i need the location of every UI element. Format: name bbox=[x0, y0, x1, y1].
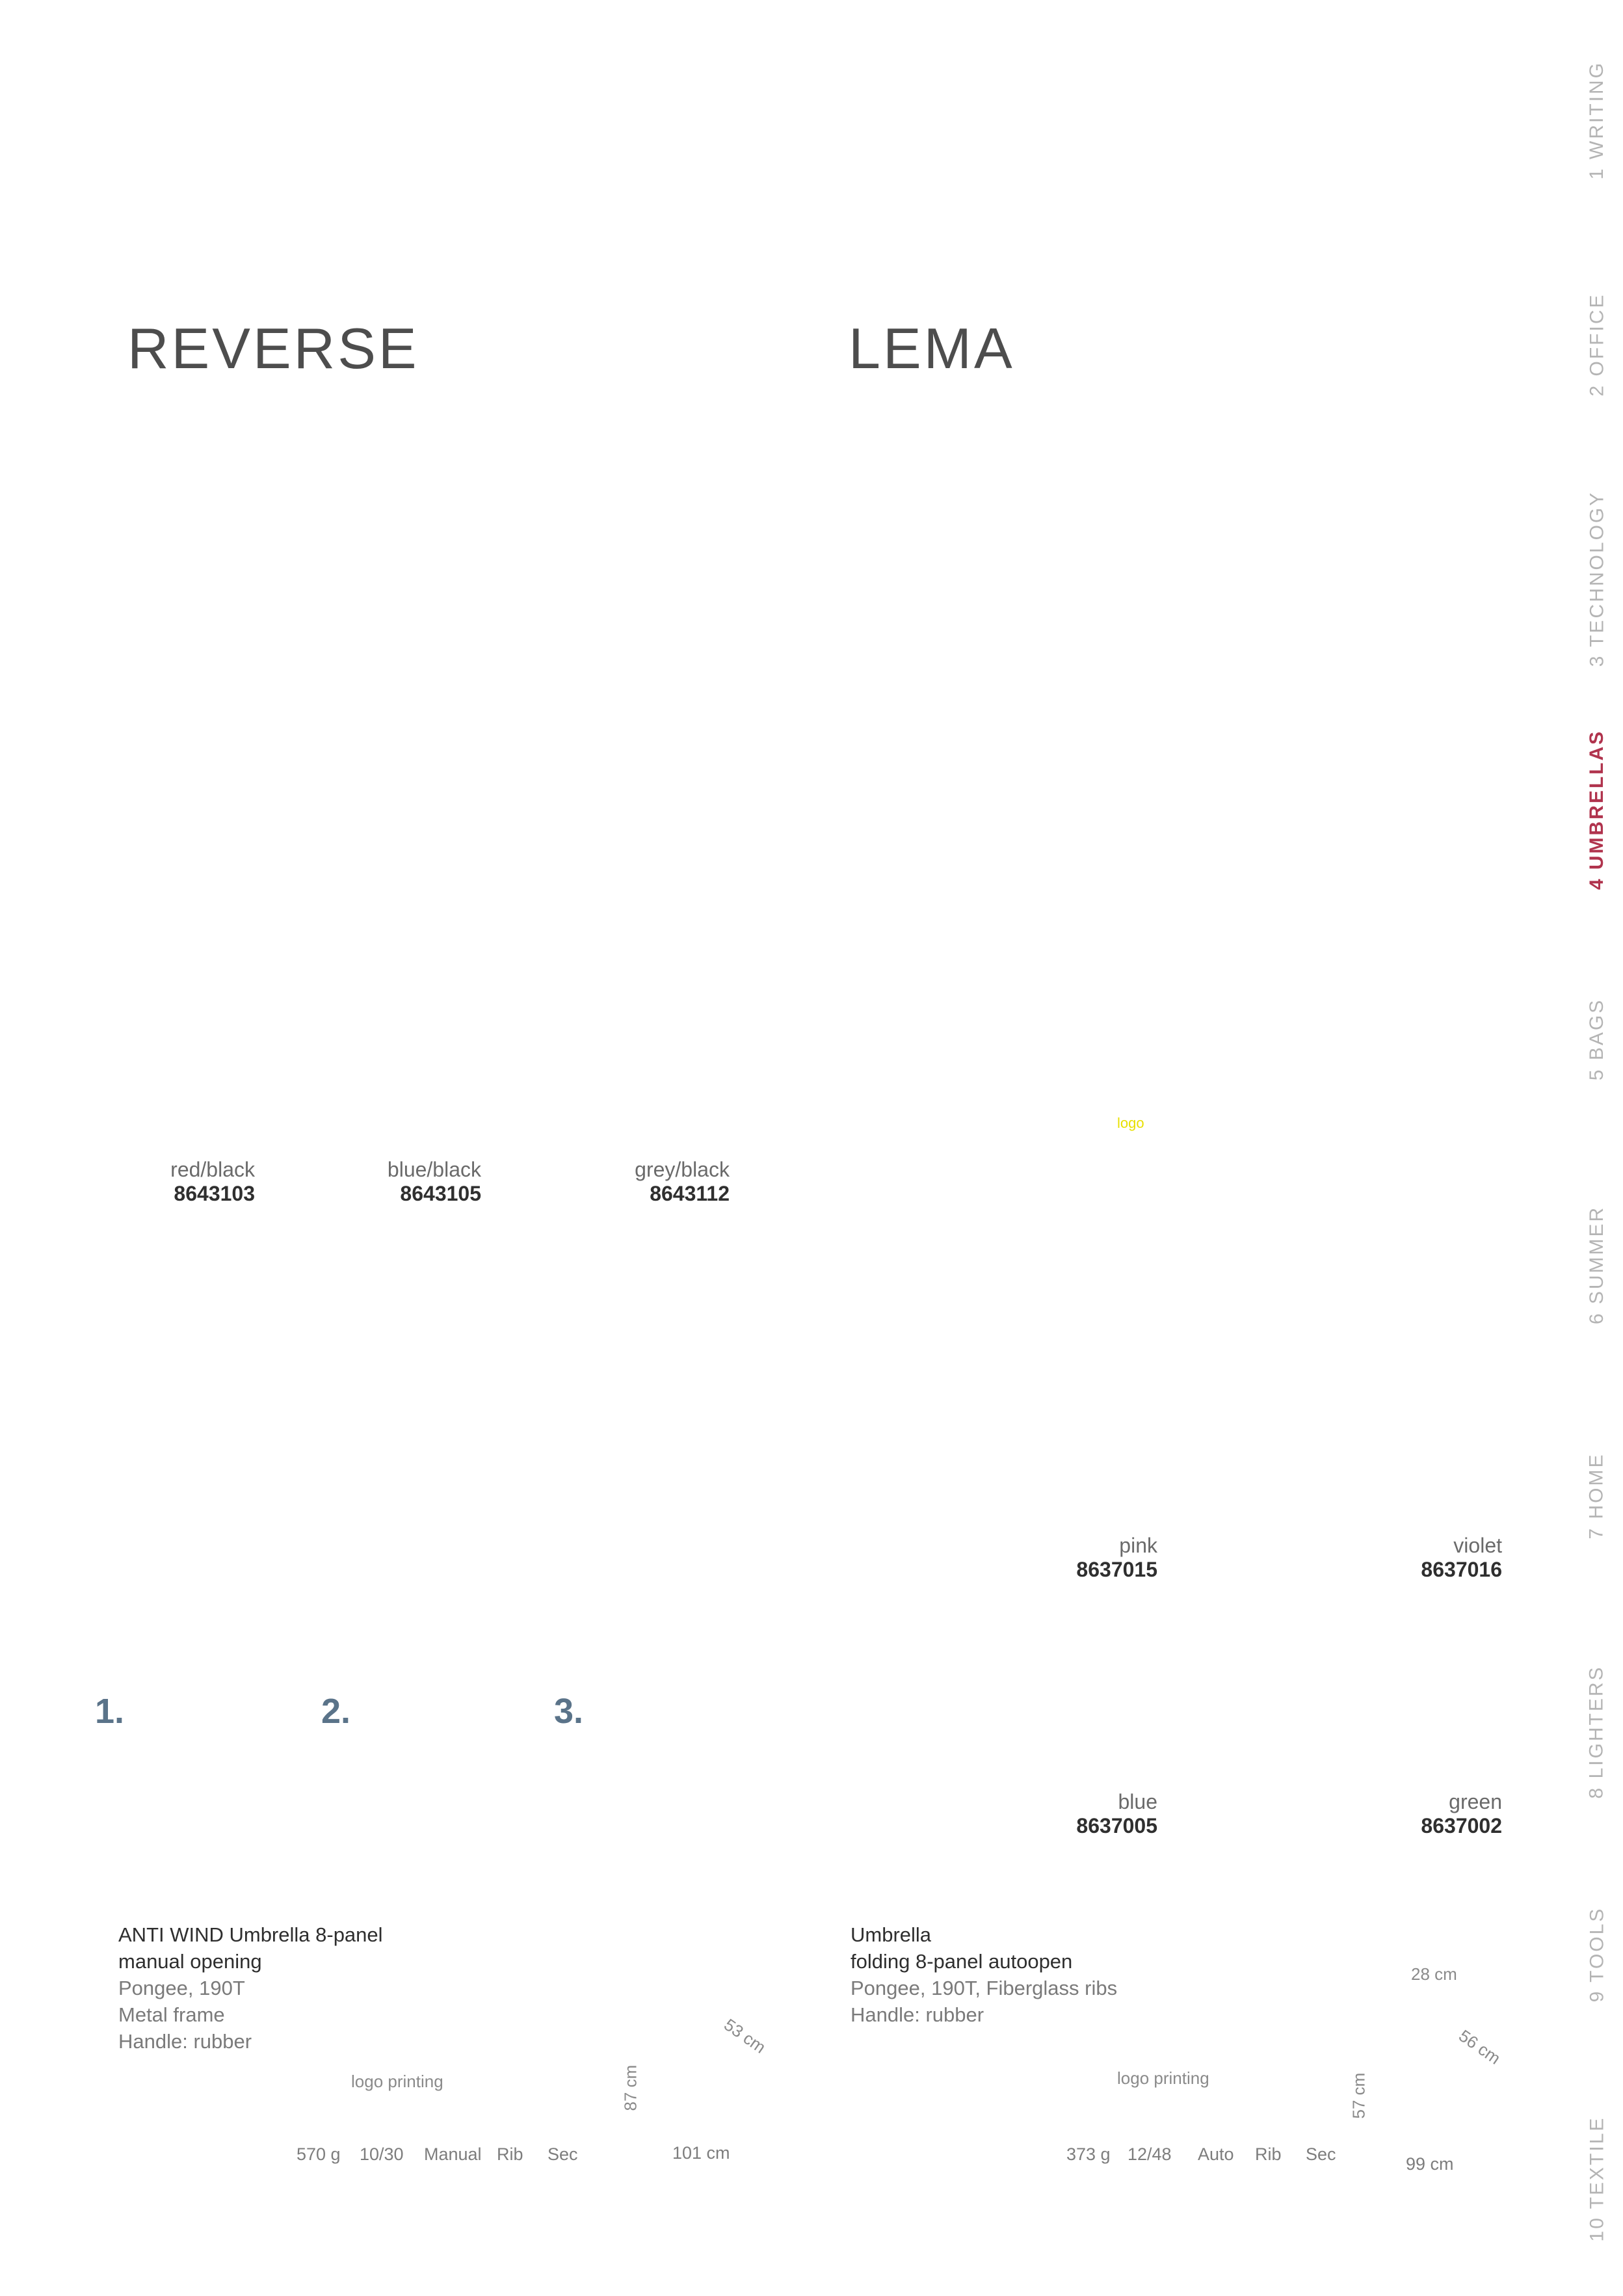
variant-code: 8643103 bbox=[174, 1182, 255, 1205]
desc-line: folding 8-panel autoopen bbox=[851, 1950, 1073, 1973]
desc-line: Metal frame bbox=[118, 2003, 225, 2026]
reverse-title: REVERSE bbox=[127, 316, 419, 380]
variant-code: 8637015 bbox=[1076, 1558, 1157, 1581]
nav-item-home[interactable] bbox=[1584, 1431, 1610, 1561]
desc-line: Umbrella bbox=[851, 1923, 932, 1946]
nav-item-label: 4 UMBRELLAS bbox=[1586, 729, 1607, 890]
variant-color: blue/black bbox=[387, 1158, 481, 1181]
variant-code: 8643105 bbox=[400, 1182, 481, 1205]
variant-blue bbox=[1053, 1790, 1157, 1838]
lema-spec-pack: 12/48 bbox=[1128, 2144, 1172, 2164]
reverse-spec-opening: Manual bbox=[424, 2144, 482, 2164]
variant-code: 8643112 bbox=[650, 1182, 730, 1205]
nav-item-textile[interactable] bbox=[1584, 2101, 1610, 2257]
variant-code: 8637016 bbox=[1421, 1558, 1502, 1581]
desc-line: Pongee, 190T bbox=[118, 1977, 245, 1999]
nav-item-label: 6 SUMMER bbox=[1586, 1205, 1608, 1325]
lema-dim-top: 28 cm bbox=[1411, 1964, 1457, 1984]
lema-title: LEMA bbox=[849, 316, 1015, 380]
reverse-dim-height: 87 cm bbox=[620, 2064, 640, 2111]
nav-item-office[interactable] bbox=[1584, 280, 1610, 410]
variant-color: green bbox=[1449, 1790, 1502, 1813]
variant-violet bbox=[1398, 1534, 1502, 1582]
reverse-description bbox=[118, 1921, 383, 2055]
variant-green bbox=[1398, 1790, 1502, 1838]
nav-item-summer[interactable] bbox=[1584, 1190, 1610, 1340]
reverse-spec-pack: 10/30 bbox=[360, 2144, 404, 2164]
lema-spec-rib: Rib bbox=[1255, 2144, 1282, 2164]
lema-spec-weight: 373 g bbox=[1066, 2144, 1111, 2164]
desc-line: ANTI WIND Umbrella 8-panel bbox=[118, 1923, 383, 1946]
variant-color: violet bbox=[1453, 1534, 1502, 1557]
reverse-logo-printing: logo printing bbox=[351, 2072, 443, 2091]
nav-item-label: 7 HOME bbox=[1586, 1452, 1607, 1540]
reverse-spec-weight: 570 g bbox=[297, 2144, 341, 2164]
variant-code: 8637002 bbox=[1421, 1814, 1502, 1837]
nav-item-label: 1 WRITING bbox=[1586, 61, 1607, 180]
lema-logo-printing: logo printing bbox=[1117, 2068, 1209, 2088]
marker-3: 3. bbox=[554, 1692, 584, 1731]
variant-red-black bbox=[150, 1158, 255, 1206]
reverse-spec-rib: Rib bbox=[497, 2144, 523, 2164]
nav-item-label: 9 TOOLS bbox=[1586, 1906, 1607, 2003]
lema-dim-height: 57 cm bbox=[1349, 2072, 1369, 2119]
nav-item-label: 3 TECHNOLOGY bbox=[1586, 490, 1608, 667]
nav-item-label: 2 OFFICE bbox=[1586, 293, 1608, 397]
nav-item-lighters[interactable] bbox=[1584, 1646, 1610, 1818]
variant-color: blue bbox=[1118, 1790, 1157, 1813]
nav-item-bags[interactable] bbox=[1584, 985, 1610, 1093]
lema-logo-label: logo bbox=[1117, 1115, 1144, 1131]
desc-line: Handle: rubber bbox=[118, 2030, 252, 2053]
lema-spec-opening: Auto bbox=[1198, 2144, 1234, 2164]
variant-color: grey/black bbox=[635, 1158, 730, 1181]
marker-2: 2. bbox=[321, 1692, 351, 1731]
reverse-spec-sec: Sec bbox=[548, 2144, 578, 2164]
lema-spec-sec: Sec bbox=[1306, 2144, 1336, 2164]
nav-item-label: 8 LIGHTERS bbox=[1586, 1664, 1607, 1799]
desc-line: manual opening bbox=[118, 1950, 262, 1973]
nav-item-umbrellas[interactable] bbox=[1584, 715, 1610, 904]
lema-description bbox=[851, 1921, 1117, 2028]
nav-item-label: 10 TEXTILE bbox=[1586, 2116, 1607, 2242]
nav-item-tools[interactable] bbox=[1584, 1893, 1610, 2016]
reverse-dim-width: 101 cm bbox=[672, 2143, 730, 2163]
marker-1: 1. bbox=[95, 1692, 125, 1731]
variant-blue-black bbox=[364, 1158, 481, 1206]
nav-item-writing[interactable] bbox=[1584, 39, 1610, 202]
desc-line: Pongee, 190T, Fiberglass ribs bbox=[851, 1977, 1118, 1999]
lema-dim-diagonal: 56 cm bbox=[1455, 2025, 1505, 2068]
nav-item-technology[interactable] bbox=[1584, 478, 1610, 680]
variant-color: pink bbox=[1119, 1534, 1157, 1557]
reverse-dim-diagonal: 53 cm bbox=[720, 2014, 770, 2057]
variant-grey-black bbox=[611, 1158, 730, 1206]
variant-pink bbox=[1053, 1534, 1157, 1582]
lema-dim-width: 99 cm bbox=[1406, 2154, 1454, 2174]
desc-line: Handle: rubber bbox=[851, 2003, 984, 2026]
nav-item-label: 5 BAGS bbox=[1586, 998, 1608, 1080]
variant-color: red/black bbox=[170, 1158, 255, 1181]
variant-code: 8637005 bbox=[1076, 1814, 1157, 1837]
